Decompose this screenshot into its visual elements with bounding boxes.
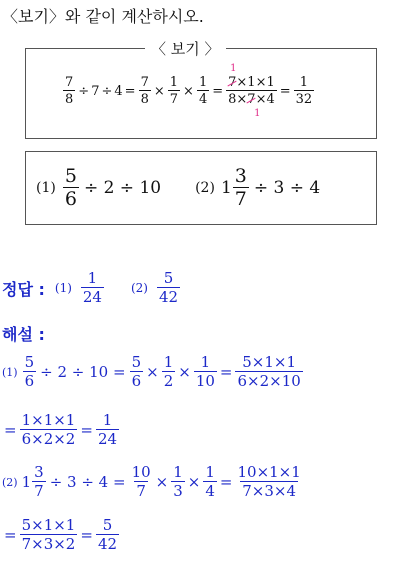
example-equation: $\frac{7}{8}$ ÷ 7 ÷ 4 = $\frac{7}{8}$ × $\frac{1}{7}$ × $\frac{1}{4}$ = 7×1×1 8×7×4 1 1 = $\frac{1}{32}$ [65, 63, 313, 119]
fraction: $\frac{1}{7}$ [169, 75, 179, 107]
instruction-text: 〈보기〉와 같이 계산하시오. [2, 7, 204, 26]
solution-1-line-2: = $\frac{1\times 1\times 1}{6\times 2\times 2}$ = $\frac{1}{24}$ [4, 411, 118, 448]
cancel-fraction: 7×1×1 8×7×4 1 1 [228, 63, 275, 119]
fraction: $\frac{7}{8}$ [65, 75, 74, 107]
cancel-top-mark: 1 [230, 63, 237, 74]
solution-2-line-1: (2) 1 $\frac{3}{7}$ ÷ 3 ÷ 4 = $\frac{10}{7}$ × $\frac{1}{3}$ × $\frac{1}{4}$ = $\frac{10\times 1\times 1}{7\times 3\times 4}$ [2, 463, 301, 500]
example-box-title: 〈 보기 〉 [145, 38, 226, 59]
fraction: $\frac{1}{4}$ [198, 75, 208, 107]
problem-content: (1) $\frac{5}{6}$ ÷ 2 ÷ 10 (2) 1 $\frac{3}{7}$ ÷ 3 ÷ 4 [36, 165, 321, 210]
solution-label: 해설 : [2, 325, 45, 344]
answer-row: 정답 : (1) $\frac{1}{24}$ (2) $\frac{5}{42}$ [2, 269, 179, 306]
solution-2-line-2: = $\frac{5\times 1\times 1}{7\times 3\times 2}$ = $\frac{5}{42}$ [4, 516, 118, 553]
result-fraction: $\frac{1}{32}$ [295, 75, 313, 107]
solution-1-line-1: (1) $\frac{5}{6}$ ÷ 2 ÷ 10 = $\frac{5}{6}$ × $\frac{1}{2}$ × $\frac{1}{10}$ = $\frac{5\times 1\times 1}{6\times 2\times 10}$ [2, 353, 301, 390]
cancel-bottom-mark: 1 [254, 108, 261, 119]
fraction: $\frac{7}{8}$ [140, 75, 149, 107]
